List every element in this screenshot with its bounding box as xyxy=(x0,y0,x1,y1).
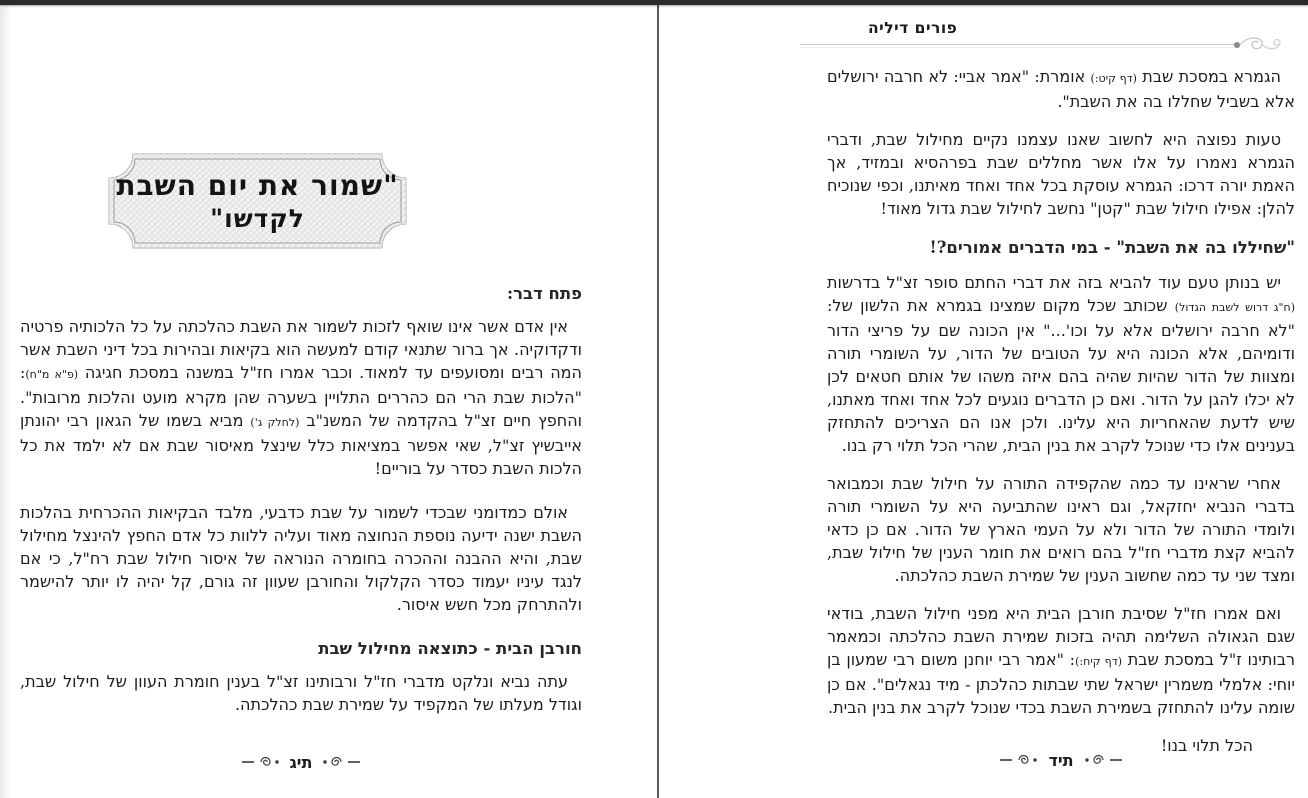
text-run: טעות נפוצה היא לחשוב שאנו עצמנו נקיים מחילול שבת, ודברי הגמרא נאמרו על אלו אשר מחללים שבת בפרהסיא ובמזיד, אך האמת יורה דרכו: הגמרא עוסקת בכל אחד ואחד מאיתנו, וכפי שנוכיח להלן: אפילו חילול שבת "קטן" נחשב לחילול שבת גדול מאוד! xyxy=(827,130,1295,218)
chapter-title-box xyxy=(107,152,408,250)
right-page-body xyxy=(827,65,1295,757)
paragraph xyxy=(20,670,582,716)
text-run: אולם כמדומני שבכדי לשמור על שבת כדבעי, מלבד הבקיאות ההכרחית בהלכות השבת ישנה ידיעה נוספת הנחוצה מאוד ועליה ללוות כל אדם החפץ להינצל מחילול שבת, והיא ההבנה וההכרה בחומרה הנוראה של איסור חילול שבת רח"ל, כי אם לנגד עיניו יעמוד כסדר הקלקול והחורבן שעוון זה גורם, קל יהיה לו יותר להישמר ולהתרחק מכל חשש איסור. xyxy=(20,503,582,614)
chapter-title-line1: "שמור את יום השבת xyxy=(116,169,399,202)
source-reference: (לחלק ג') xyxy=(250,416,300,429)
text-run: ואם אמרו חז"ל שסיבת חורבן הבית היא מפני חילול השבת, בודאי שגם הגאולה השלימה תהיה בזכות שמירת השבת כהלכתה וכמאמר רבותינו ז"ל במסכת שבת xyxy=(827,604,1296,669)
text-run: פתח דבר: xyxy=(507,284,582,303)
text-run: אחרי שראינו עד כמה שהקפידה התורה על חילול שבת וכמבואר בדברי הנביא יחזקאל, וגם ראינו שהתביעה היא על השומרי תורה ולומדי התורה של הדור ולא על העמי הארץ של הדור. אם כן כדאי להביא קצת מדברי חז"ל בהם רואים את חומר הענין של חילול שבת, ומצד שני עד כמה שחשוב הענין של שמירת השבת כהלכתה. xyxy=(827,474,1295,585)
page-divider xyxy=(657,0,659,798)
chapter-title-line2: לקדשו" xyxy=(210,204,305,233)
text-run: "שחיללו בה את השבת" - במי הדברים אמורים?! xyxy=(929,238,1295,257)
paragraph xyxy=(827,65,1295,113)
footer-flourish-icon xyxy=(999,753,1041,767)
text-run: הגמרא במסכת שבת xyxy=(1136,67,1281,86)
section-heading xyxy=(20,637,582,660)
text-run: חורבן הבית - כתוצאה מחילול שבת xyxy=(318,639,582,658)
header-flourish-icon xyxy=(1231,34,1289,58)
source-reference: (דף קיט:) xyxy=(1090,72,1137,85)
page-number: תיג xyxy=(289,752,313,772)
paragraph xyxy=(827,472,1295,587)
left-page xyxy=(0,5,657,798)
left-page-footer xyxy=(20,752,582,772)
footer-flourish-icon xyxy=(241,755,283,769)
footer-flourish-icon xyxy=(1081,753,1123,767)
section-heading xyxy=(20,282,582,305)
top-bar xyxy=(0,0,1308,5)
source-reference: (פ"א מ"ח) xyxy=(25,368,79,381)
text-run: עתה נביא ונלקט מדברי חז"ל ורבותינו זצ"ל בענין חומרת העוון של חילול שבת, וגודל מעלתו של המקפיד על שמירת שבת כהלכתה. xyxy=(20,672,582,714)
source-reference: (ח"ג דרוש לשבת הגדול) xyxy=(1174,301,1296,314)
left-page-body xyxy=(20,278,582,737)
text-run: : "אמר רבי יוחנן משום רבי שמעון בן יוחי: אלמלי משמרין ישראל שתי שבתות כהלכתן - מיד נגאלים". אם כן שומה עלינו להתחזק בשמירת השבת בכדי שנוכל לקרב את בנין הבית. xyxy=(827,650,1295,717)
header-rule xyxy=(800,44,1240,48)
section-heading xyxy=(827,236,1295,259)
source-reference: (דף קיח:) xyxy=(1075,655,1123,668)
paragraph xyxy=(827,271,1295,457)
text-run: שכותב שכל מקום שמצינו בגמרא את הלשון של: "לא חרבה ירושלים אלא על וכו'..." אין הכונה שם על פריצי הדור ודומיהם, אלא הכונה היא על הטובים של הדור, על השומרי תורה ומצוות של הדור שהיות שהיה בהם איזה משהו של אותם חטאים לכן לא יכלו להגן על הדור. ואם כן הדברים נוגעים לכל אחד ואחד מאתנו, שיש לדעת שהאחריות היא עלינו. ולכן אנו הם הצריכים להתחזק בענינים אלו כדי שנוכל לקרב את בנין הבית, שהרי הכל תלוי רק בנו. xyxy=(827,296,1295,455)
paragraph xyxy=(20,315,582,480)
page-number: תיד xyxy=(1048,750,1074,770)
paragraph xyxy=(827,602,1295,719)
text-run: מביא בשמו של הגאון רבי יהונתן אייבשיץ זצ"ל, שאי אפשר במציאות כלל שינצל מאיסור שבת אם לא ילמד את כל הלכות השבת כסדר על בוריים! xyxy=(20,411,583,478)
paragraph xyxy=(827,128,1295,220)
right-page-footer xyxy=(827,750,1295,770)
running-header-title: פורים דיליה xyxy=(868,18,958,37)
text-run: הכל תלוי בנו! xyxy=(1160,736,1253,755)
text-run: אומרת: "אמר אביי: לא חרבה ירושלים אלא בשביל שחללו בה את השבת". xyxy=(827,67,1295,111)
footer-flourish-icon xyxy=(319,755,361,769)
text-run: : "הלכות שבת הרי הם כהררים התלויין בשערה שהן מקרא מועט והלכות מרובות". והחפץ חיים זצ"ל בהקדמה של המשנ"ב xyxy=(20,363,583,430)
paragraph xyxy=(20,501,582,616)
text-run: אין אדם אשר אינו שואף לזכות לשמור את השבת כהלכתה על כל הלכותיה פרטיה ודקדוקיה. אך ברור שתנאי קודם למעשה הוא בקיאות ובהירות בכל דיני השבת אשר המה רבים ומסועפים עד למאוד. וכבר אמרו חז"ל במשנה במסכת חגיגה xyxy=(20,317,582,382)
right-page xyxy=(659,5,1308,798)
text-run: יש בנותן טעם עוד להביא בזה את דברי החתם סופר זצ"ל בדרשות xyxy=(827,273,1281,292)
chapter-title xyxy=(107,152,408,250)
